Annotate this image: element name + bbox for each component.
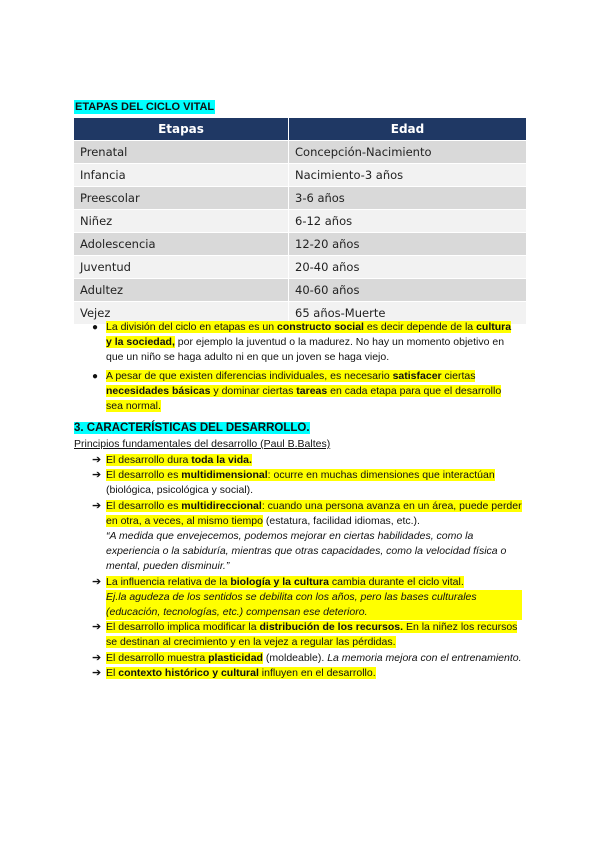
bold-text: biología y la cultura [230,575,329,588]
stage-cell: Prenatal [74,141,289,164]
list-item [92,575,522,621]
stage-cell: Infancia [74,164,289,187]
text: El desarrollo es [106,499,182,512]
list-item [92,651,522,666]
list-item [92,666,522,681]
highlighted-text [106,469,495,481]
bold-text: cultura y la sociedad, [106,321,512,349]
text: El [106,666,119,679]
text: por ejemplo la juventud o la madurez. No hay un momento objetivo en que un niño se haga adulto ni en que un joven se haga viejo. [106,336,505,364]
text: La influencia relativa de la [106,575,231,588]
list-item [92,369,512,415]
age-cell: 65 años-Muerte [289,302,527,325]
arrow-right-icon: ➔ [92,621,102,634]
text: en cada etapa para que el desarrollo sea normal. [106,384,502,413]
bold-text: satisfacer [392,369,442,382]
arrow-right-icon: ➔ [92,666,102,679]
text: y dominar ciertas [210,384,297,397]
stage-cell: Adultez [74,279,289,302]
text: (moldeable). [262,651,328,664]
bold-text: plasticidad [208,651,263,664]
highlighted-text [106,621,517,648]
bold-text: multidimensional [181,469,268,482]
highlighted-text [106,652,263,664]
age-cell: 20-40 años [289,256,527,279]
bullet-icon: ● [92,322,99,333]
bold-text: distribución de los recursos. [259,621,404,634]
stage-cell: Preescolar [74,187,289,210]
principles-list [92,453,522,681]
text: (biológica, psicológica y social). [106,484,254,497]
text: ciertas [441,369,476,382]
column-header-etapas: Etapas [74,118,289,141]
text: : cuando una persona avanza en un área, puede perder en otra, a veces, al mismo tiempo [106,499,522,527]
table-row [74,187,526,210]
highlighted-text [106,454,252,466]
quote-text: Ej.la agudeza de los sentidos se debilita con los años, pero las bases culturales (educación, tecnologías, etc.) compensan ese deterioro. [106,590,522,620]
arrow-right-icon: ➔ [92,499,102,512]
text: (estatura, facilidad idiomas, etc.). [262,514,420,527]
column-header-edad: Edad [289,118,527,141]
age-cell: 6-12 años [289,210,527,233]
table-row [74,256,526,279]
bullet-icon: ● [92,370,99,382]
text: La división del ciclo en etapas es un [106,321,278,333]
section-subtitle: Principios fundamentales del desarrollo (Paul B.Baltes) [74,438,331,450]
text: influyen en el desarrollo. [258,666,376,679]
quote-text: “A medida que envejecemos, podemos mejorar en ciertas habilidades, como la experiencia o la sabiduría, mientras que otras capacidades, como la velocidad física o mental, pueden disminuir.” [106,530,507,573]
list-item [92,499,522,575]
table-row [74,141,526,164]
text: : ocurre en muchas dimensiones que interactúan [267,469,495,482]
text: es decir depende de la [363,321,477,333]
arrow-right-icon: ➔ [92,651,102,664]
age-cell: Nacimiento-3 años [289,164,527,187]
stage-cell: Vejez [74,302,289,325]
bold-text: contexto histórico y cultural [118,666,259,679]
bold-text: tareas [296,384,328,397]
bold-text: necesidades básicas [106,384,211,397]
list-item [92,320,512,366]
age-cell: 3-6 años [289,187,527,210]
table-row [74,233,526,256]
stage-cell: Niñez [74,210,289,233]
highlighted-text [106,576,464,588]
table-row [74,164,526,187]
age-cell: Concepción-Nacimiento [289,141,527,164]
quote-text: La memoria mejora con el entrenamiento. [327,651,522,664]
highlighted-text [106,370,501,412]
highlighted-text [106,667,376,679]
section-heading-text: 3. CARACTERÍSTICAS DEL DESARROLLO. [74,422,310,434]
table-row [74,210,526,233]
bold-text: toda la vida. [191,454,252,466]
table-row [74,279,526,302]
text: En la niñez los recursos se destinan al crecimiento y en la vejez a regular las pérdidas. [106,621,518,649]
text: A pesar de que existen diferencias individuales, es necesario [106,369,393,382]
text: cambia durante el ciclo vital. [328,575,464,588]
age-cell: 12-20 años [289,233,527,256]
text: El desarrollo dura [106,454,192,466]
text: El desarrollo muestra [106,651,209,664]
notes-bullet-list [92,320,512,417]
text: El desarrollo es [106,469,182,482]
life-stages-table [74,118,526,324]
section-heading [74,421,310,435]
arrow-right-icon: ➔ [92,575,102,588]
list-item [92,468,522,498]
text: El desarrollo implica modificar la [106,621,260,634]
arrow-right-icon: ➔ [92,454,102,466]
list-item [92,453,522,468]
stage-cell: Juventud [74,256,289,279]
bold-text: multidireccional [181,499,262,512]
table-header-row [74,118,526,141]
page-title: ETAPAS DEL CICLO VITAL [75,101,215,113]
list-item [92,620,522,650]
stage-cell: Adolescencia [74,233,289,256]
arrow-right-icon: ➔ [92,469,102,482]
age-cell: 40-60 años [289,279,527,302]
bold-text: constructo social [277,321,364,333]
